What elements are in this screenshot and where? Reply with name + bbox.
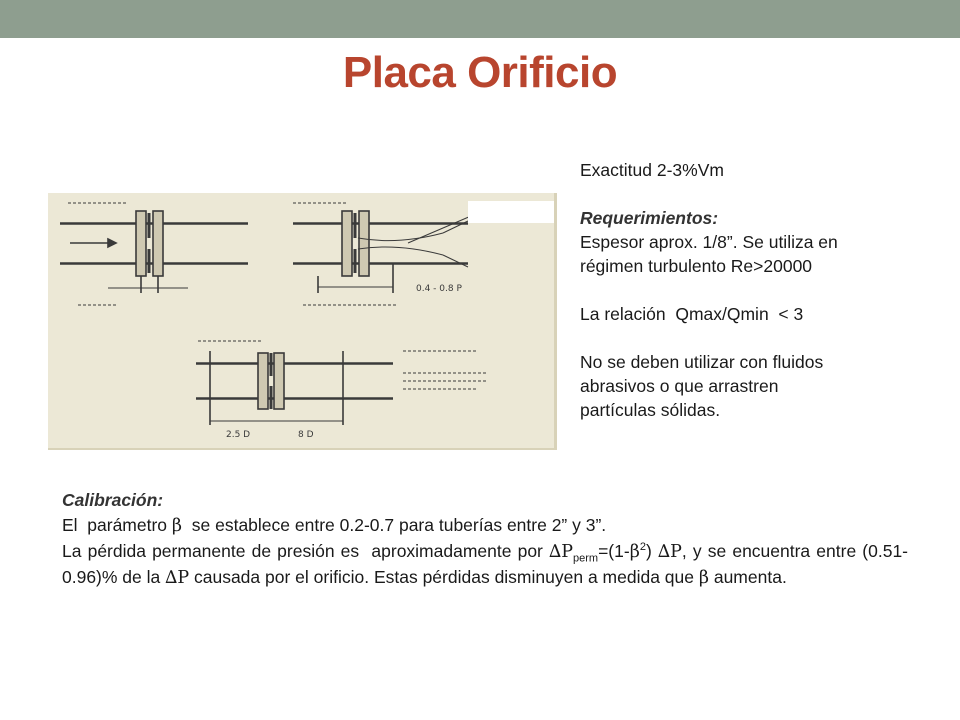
warning-line-1: No se deben utilizar con fluidos <box>580 352 824 372</box>
requirements-heading: Requerimientos: <box>580 208 719 228</box>
requirements-line-2: régimen turbulento Re>20000 <box>580 256 813 276</box>
calibration-beta-range <box>62 513 908 539</box>
text-run: causada por el orificio. Estas pérdidas disminuyen a medida que <box>189 567 699 587</box>
calibration-pressure-loss <box>62 539 908 591</box>
dim-label-upstream: 2.5 D <box>226 430 251 440</box>
text-run: aumenta. <box>708 567 787 587</box>
square-superscript: 2 <box>639 541 646 554</box>
specs-panel <box>580 158 910 422</box>
slide-title: Placa Orificio <box>342 48 618 97</box>
beta-symbol: β <box>698 568 709 588</box>
perm-subscript: perm <box>573 552 599 565</box>
diagram-pipe-taps <box>196 341 488 425</box>
requirements-line-1: Espesor aprox. 1/8”. Se utiliza en <box>580 232 838 252</box>
beta-symbol: β <box>629 542 640 562</box>
dim-label-taps: 0.4 - 0.8 P <box>416 284 462 294</box>
text-run: , y se encuentra entre (0.51-0.96)% de la <box>62 541 909 587</box>
text-run: ) <box>645 541 658 561</box>
beta-symbol: β <box>171 516 183 536</box>
delta-p-symbol: ∆P <box>657 542 682 562</box>
orifice-plate-diagram <box>48 193 557 450</box>
delta-p-symbol: ∆P <box>165 568 190 588</box>
top-bar <box>0 0 960 38</box>
delta-p-symbol: ∆P <box>549 542 574 562</box>
dim-label-downstream: 8 D <box>298 430 314 440</box>
text-run: El parámetro <box>62 515 172 535</box>
text-run: se establece entre 0.2-0.7 para tuberías entre 2” y 3”. <box>182 515 607 535</box>
warning-line-3: partículas sólidas. <box>580 400 721 420</box>
accuracy-text: Exactitud 2-3%Vm <box>580 160 724 180</box>
diagram-flange-taps <box>60 203 248 305</box>
text-run: La pérdida permanente de presión es aproximadamente por <box>62 541 550 561</box>
ratio-text: La relación Qmax/Qmin < 3 <box>580 304 804 324</box>
text-run: =(1- <box>598 541 630 561</box>
calibration-section <box>62 488 908 591</box>
calibration-heading: Calibración: <box>62 490 164 510</box>
warning-line-2: abrasivos o que arrastren <box>580 376 779 396</box>
